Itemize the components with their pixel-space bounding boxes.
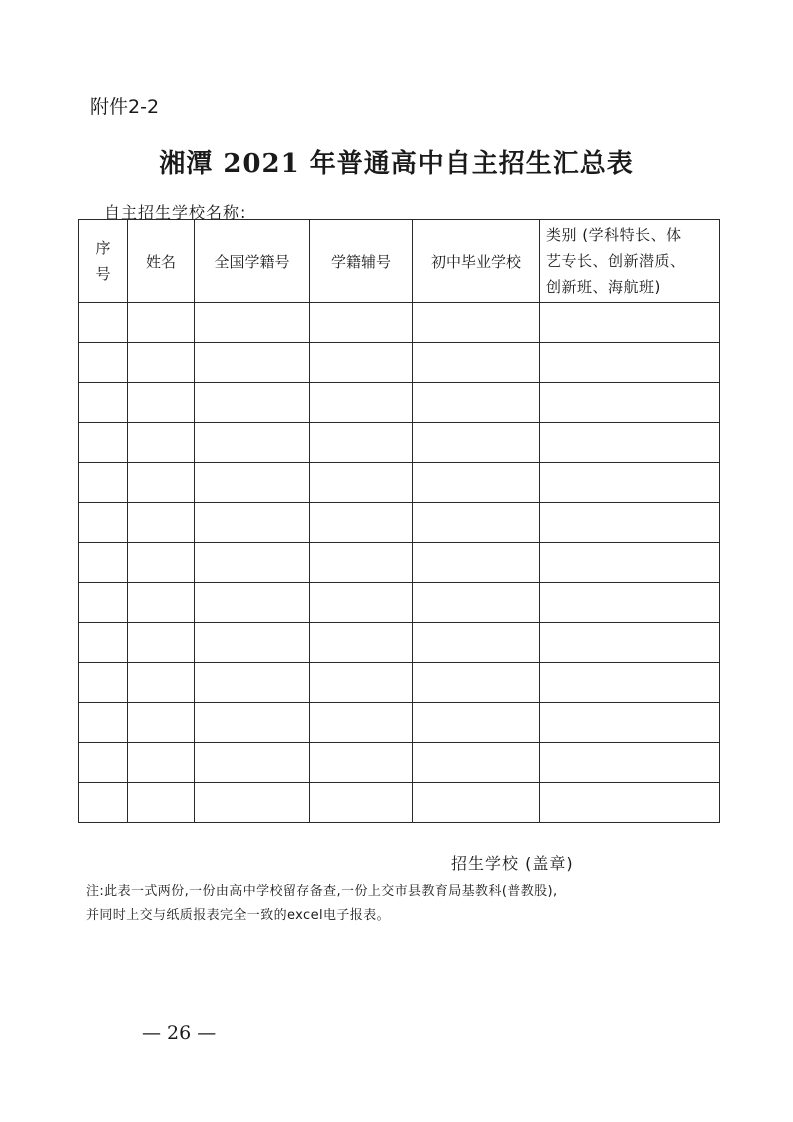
enrollment-summary-table (78, 219, 720, 823)
table-cell[interactable] (195, 303, 310, 343)
table-cell[interactable] (79, 343, 128, 383)
table-row (79, 783, 720, 823)
table-cell[interactable] (310, 463, 413, 503)
table-cell[interactable] (310, 583, 413, 623)
table-cell[interactable] (540, 583, 720, 623)
table-cell[interactable] (310, 303, 413, 343)
table-row (79, 703, 720, 743)
table-cell[interactable] (310, 503, 413, 543)
table-cell[interactable] (310, 343, 413, 383)
header-category-line1: 类别 (学科特长、体 (546, 226, 682, 244)
table-row (79, 543, 720, 583)
table-cell[interactable] (195, 463, 310, 503)
table-cell[interactable] (413, 583, 540, 623)
header-name: 姓名 (128, 220, 195, 303)
table-cell[interactable] (413, 383, 540, 423)
header-category-line3: 创新班、海航班) (546, 278, 661, 296)
table-header-row (79, 220, 720, 303)
table-cell[interactable] (540, 463, 720, 503)
table-cell[interactable] (540, 703, 720, 743)
table-cell[interactable] (413, 743, 540, 783)
table-cell[interactable] (79, 623, 128, 663)
table-cell[interactable] (128, 343, 195, 383)
table-cell[interactable] (413, 343, 540, 383)
table-cell[interactable] (413, 423, 540, 463)
table-cell[interactable] (540, 423, 720, 463)
table-cell[interactable] (310, 543, 413, 583)
table-row (79, 583, 720, 623)
table-cell[interactable] (195, 343, 310, 383)
table-cell[interactable] (195, 503, 310, 543)
table-cell[interactable] (195, 383, 310, 423)
table-cell[interactable] (79, 503, 128, 543)
table-cell[interactable] (310, 783, 413, 823)
table-cell[interactable] (79, 303, 128, 343)
table-cell[interactable] (195, 623, 310, 663)
header-middle-school: 初中毕业学校 (413, 220, 540, 303)
table-cell[interactable] (128, 543, 195, 583)
table-row (79, 303, 720, 343)
table-row (79, 623, 720, 663)
table-cell[interactable] (540, 543, 720, 583)
table-cell[interactable] (540, 623, 720, 663)
header-seq-line1: 序 (95, 239, 111, 257)
table-cell[interactable] (79, 703, 128, 743)
table-row (79, 343, 720, 383)
table-cell[interactable] (128, 503, 195, 543)
table-cell[interactable] (413, 503, 540, 543)
table-cell[interactable] (128, 423, 195, 463)
table-cell[interactable] (128, 583, 195, 623)
table-cell[interactable] (195, 663, 310, 703)
table-cell[interactable] (79, 743, 128, 783)
footnote-line-2: 并同时上交与纸质报表完全一致的excel电子报表。 (86, 908, 390, 923)
stamp-label: 招生学校 (盖章) (451, 854, 574, 873)
table-cell[interactable] (540, 343, 720, 383)
table-cell[interactable] (79, 383, 128, 423)
document-title: 湘潭 2021 年普通高中自主招生汇总表 (159, 149, 634, 179)
table-cell[interactable] (79, 463, 128, 503)
table-cell[interactable] (128, 743, 195, 783)
table-cell[interactable] (128, 383, 195, 423)
table-row (79, 503, 720, 543)
table-cell[interactable] (195, 423, 310, 463)
table-cell[interactable] (413, 623, 540, 663)
table-cell[interactable] (79, 663, 128, 703)
table-cell[interactable] (540, 383, 720, 423)
table-cell[interactable] (310, 743, 413, 783)
header-national-student-id: 全国学籍号 (195, 220, 310, 303)
table-cell[interactable] (540, 743, 720, 783)
table-cell[interactable] (128, 783, 195, 823)
table-row (79, 743, 720, 783)
table-cell[interactable] (195, 583, 310, 623)
table-cell[interactable] (540, 303, 720, 343)
header-seq (79, 220, 128, 303)
header-category (540, 220, 720, 303)
table-cell[interactable] (79, 783, 128, 823)
table-cell[interactable] (128, 623, 195, 663)
table-body (79, 303, 720, 823)
table-cell[interactable] (413, 543, 540, 583)
school-name-label: 自主招生学校名称: (104, 203, 247, 222)
table-cell[interactable] (413, 663, 540, 703)
table-cell[interactable] (540, 663, 720, 703)
table-row (79, 663, 720, 703)
table-cell[interactable] (79, 423, 128, 463)
table-cell[interactable] (195, 703, 310, 743)
table-cell[interactable] (540, 503, 720, 543)
table-cell[interactable] (310, 383, 413, 423)
table-cell[interactable] (195, 783, 310, 823)
table-cell[interactable] (413, 463, 540, 503)
table-cell[interactable] (310, 423, 413, 463)
attachment-label: 附件2-2 (90, 96, 160, 118)
table-cell[interactable] (79, 583, 128, 623)
table-cell[interactable] (413, 303, 540, 343)
table-cell[interactable] (413, 703, 540, 743)
table-cell[interactable] (195, 743, 310, 783)
header-student-aux-id: 学籍辅号 (310, 220, 413, 303)
table-cell[interactable] (128, 463, 195, 503)
table-cell[interactable] (128, 703, 195, 743)
table-row (79, 383, 720, 423)
page-number: — 26 — (142, 1022, 217, 1044)
table-cell[interactable] (413, 783, 540, 823)
table-row (79, 423, 720, 463)
header-seq-line2: 号 (95, 265, 111, 283)
table-cell[interactable] (79, 543, 128, 583)
table-cell[interactable] (540, 783, 720, 823)
footnote-line-1: 注:此表一式两份,一份由高中学校留存备查,一份上交市县教育局基教科(普教股), (86, 884, 558, 899)
table-cell[interactable] (310, 623, 413, 663)
header-category-line2: 艺专长、创新潜质、 (546, 252, 686, 270)
footnote (86, 880, 726, 928)
table-cell[interactable] (310, 663, 413, 703)
table-cell[interactable] (310, 703, 413, 743)
table-cell[interactable] (128, 663, 195, 703)
table-row (79, 463, 720, 503)
table-cell[interactable] (195, 543, 310, 583)
table-cell[interactable] (128, 303, 195, 343)
